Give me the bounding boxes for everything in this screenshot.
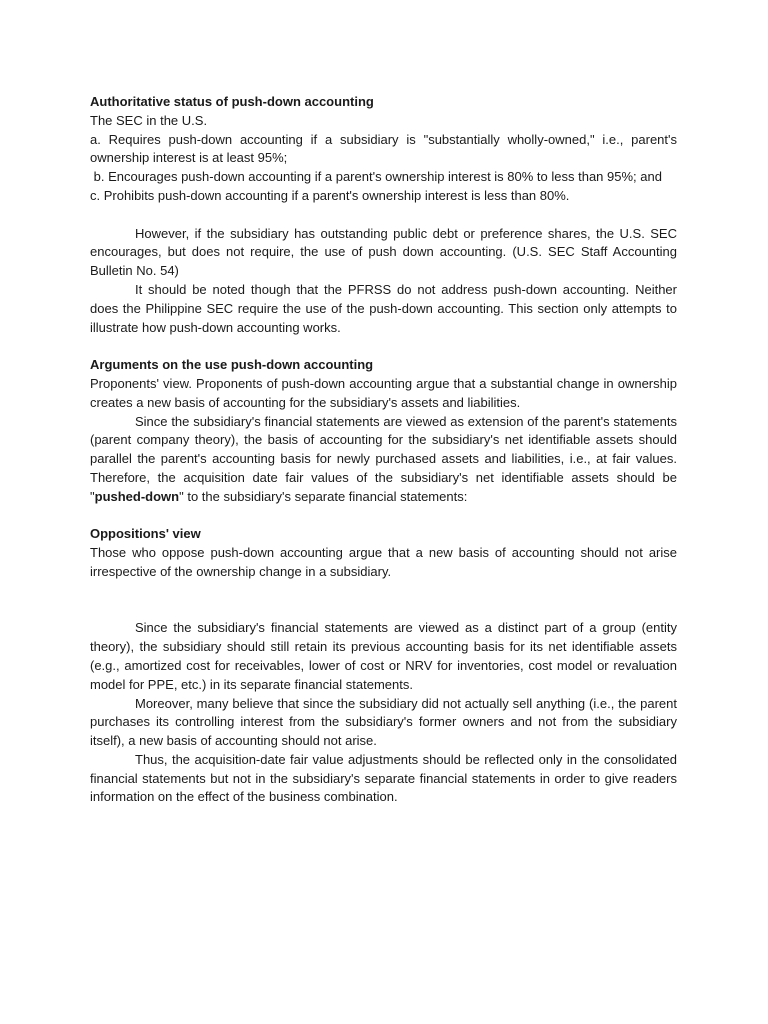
paragraph-entity-theory: Since the subsidiary's financial statements are viewed as a distinct part of a group (entity theory), the subsidiary should still retain its previous accounting basis for its net identifiable assets (e.g., amortized cost for receivables, lower of cost or NRV for inventories, cost model or revaluation model for PPE, etc.) in its separate financial statements. [90,620,677,692]
section-heading-authoritative-status: Authoritative status of push-down accounting [90,94,374,109]
paragraph-did-not-sell: Moreover, many believe that since the subsidiary did not actually sell anything (i.e., the parent purchases its controlling interest from the subsidiary's former owners and not from the subsidiary itself), a new basis of accounting should not arise. [90,695,677,749]
bold-term-pushed-down: pushed-down [94,488,180,504]
paragraph-public-debt: However, if the subsidiary has outstanding public debt or preference shares, the U.S. SEC encourages, but does not require, the use of push down accounting. (U.S. SEC Staff Accounting Bulletin No. 54) [90,225,677,279]
section-heading-oppositions-view: Oppositions' view [90,526,201,542]
spacer [90,507,677,526]
text-span: " to the subsidiary's separate financial statements: [179,488,468,504]
sec-intro-line: The SEC in the U.S. [90,112,208,128]
spacer [90,206,677,225]
list-item-a: a. Requires push-down accounting if a subsidiary is "substantially wholly-owned," i.e., parent's ownership interest is at least 95%; [90,131,677,166]
list-item-b: b. Encourages push-down accounting if a parent's ownership interest is 80% to less than 95%; and [90,169,662,185]
spacer [90,582,677,620]
text-span: Since the subsidiary's financial statements are viewed as extension of the parent's statements (parent company theory), the basis of accounting for the subsidiary's net identifiable assets should parallel the parent's accounting basis for newly purchased assets and liabilities, i.e., at fair values. Therefore, the acquisition date fair values of the subsidiary's net identifiable assets should be " [90,413,677,504]
document-page [90,93,677,807]
section-heading-arguments: Arguments on the use push-down accounting [90,357,374,373]
paragraph-consolidated-statements: Thus, the acquisition-date fair value adjustments should be reflected only in the consolidated financial statements but not in the subsidiary's separate financial statements in order to give readers information on the effect of the business combination. [90,751,677,805]
paragraph-parent-company-theory [90,413,677,507]
paragraph-proponents-view: Proponents' view. Proponents of push-down accounting argue that a substantial change in ownership creates a new basis of accounting for the subsidiary's assets and liabilities. [90,375,677,410]
spacer [90,337,677,356]
paragraph-opponents-argue: Those who oppose push-down accounting argue that a new basis of accounting should not arise irrespective of the ownership change in a subsidiary. [90,545,677,579]
paragraph-pfrss-note: It should be noted though that the PFRSS do not address push-down accounting. Neither does the Philippine SEC require the use of the push-down accounting. This section only attempts to illustrate how push-down accounting works. [90,281,677,335]
list-item-c: c. Prohibits push-down accounting if a parent's ownership interest is less than 80%. [90,187,570,203]
